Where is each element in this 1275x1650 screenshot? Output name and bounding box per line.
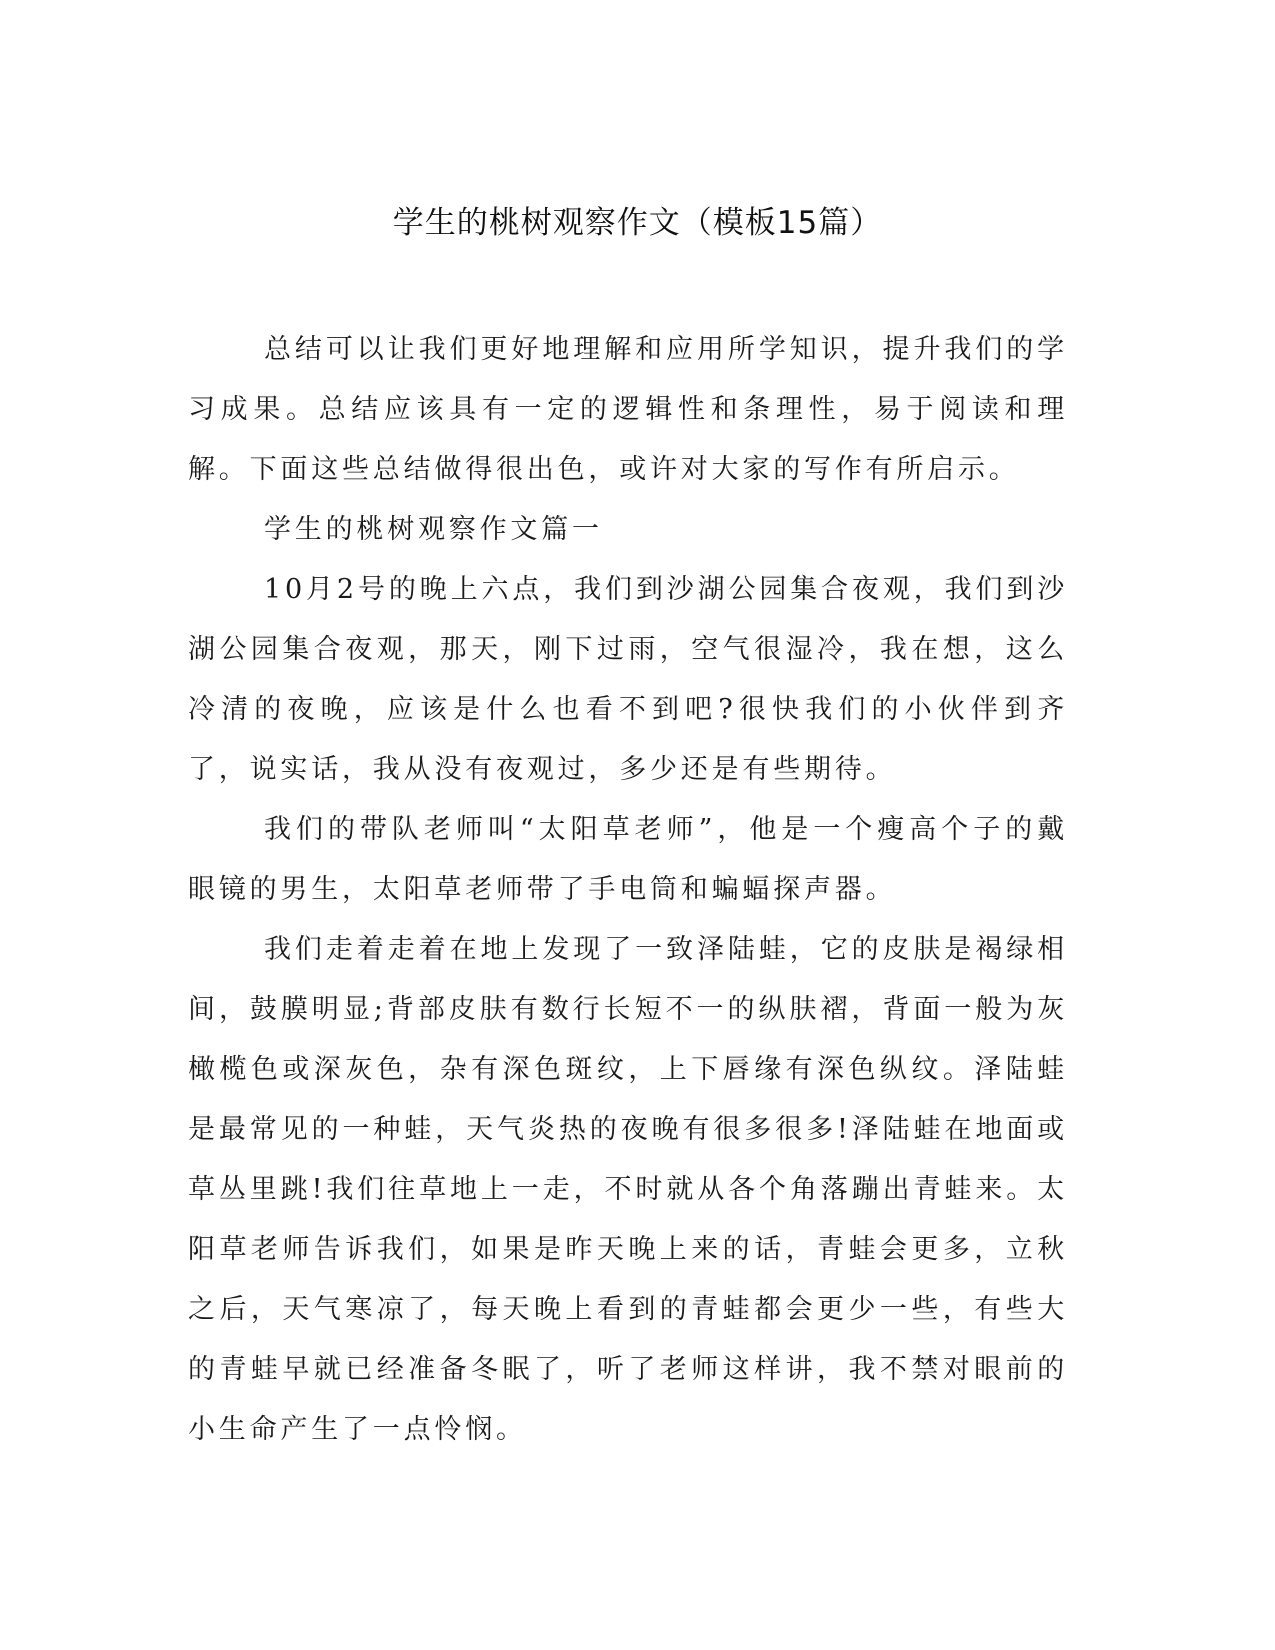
document-title: 学生的桃树观察作文（模板15篇） <box>392 205 883 241</box>
body-paragraph: 我们的带队老师叫“太阳草老师”，他是一个瘦高个子的戴眼镜的男生，太阳草老师带了手电筒和蝙蝠探声器。 <box>188 814 1068 905</box>
document-body <box>188 320 1068 1460</box>
body-paragraph: 我们走着走着在地上发现了一致泽陆蛙，它的皮肤是褐绿相间，鼓膜明显;背部皮肤有数行长短不一的纵肤褶，背面一般为灰橄榄色或深灰色，杂有深色斑纹，上下唇缘有深色纵纹。泽陆蛙是最常见的一种蛙，天气炎热的夜晚有很多很多!泽陆蛙在地面或草丛里跳!我们往草地上一走，不时就从各个角落蹦出青蛙来。太阳草老师告诉我们，如果是昨天晚上来的话，青蛙会更多，立秋之后，天气寒凉了，每天晚上看到的青蛙都会更少一些，有些大的青蛙早就已经准备冬眠了，听了老师这样讲，我不禁对眼前的小生命产生了一点怜悯。 <box>188 934 1068 1445</box>
body-paragraph: 10月2号的晚上六点，我们到沙湖公园集合夜观，我们到沙湖公园集合夜观，那天，刚下过雨，空气很湿冷，我在想，这么冷清的夜晚，应该是什么也看不到吧?很快我们的小伙伴到齐了，说实话，我从没有夜观过，多少还是有些期待。 <box>188 574 1068 785</box>
section-heading: 学生的桃树观察作文篇一 <box>264 514 603 545</box>
intro-paragraph: 总结可以让我们更好地理解和应用所学知识，提升我们的学习成果。总结应该具有一定的逻辑性和条理性，易于阅读和理解。下面这些总结做得很出色，或许对大家的写作有所启示。 <box>188 334 1068 485</box>
